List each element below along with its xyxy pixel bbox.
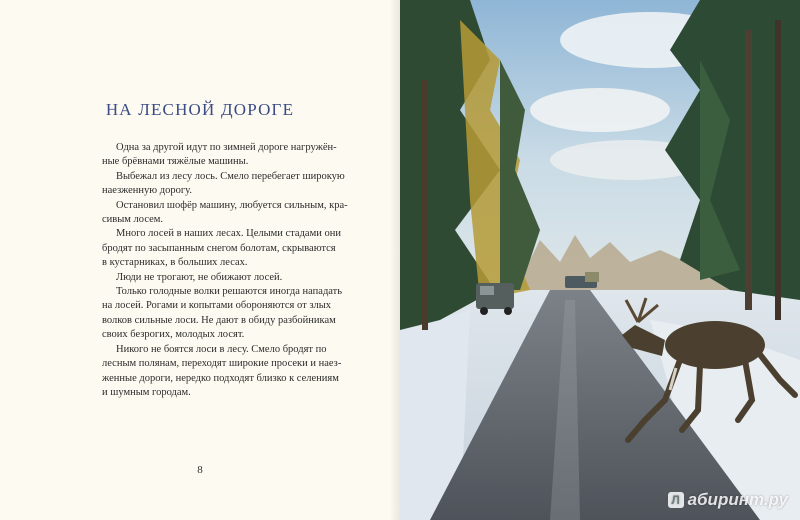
text-line: в кустарниках, в больших лесах. [102, 257, 248, 269]
text-line: Одна за другой идут по зимней дороге нагружён- [116, 142, 337, 153]
tree-trunk [745, 30, 752, 310]
chapter-title: НА ЛЕСНОЙ ДОРОГЕ [105, 100, 295, 119]
gutter-shadow [390, 0, 400, 520]
text-line: Выбежал из лесу лось. Смело перебегает широкую [116, 170, 345, 182]
labirint-logo-icon: Л [668, 492, 684, 508]
text-line: бродят по засыпанным снегом болотам, скрываются [102, 242, 336, 254]
text-line: Никого не боятся лоси в лесу. Смело бродят по [116, 343, 327, 355]
tree-trunk [775, 20, 781, 320]
watermark [668, 490, 788, 510]
text-line: сивым лосем. [102, 214, 164, 226]
forest-road-illustration [400, 0, 800, 520]
text-line: Остановил шофёр машину, любуется сильным, кра- [116, 199, 348, 211]
text-line: волков сильные лоси. Не дают в обиду разбойникам [102, 314, 336, 326]
text-line: своих безрогих, молодых лосят. [102, 329, 245, 341]
text-line: наезженную дорогу. [102, 185, 192, 197]
text-line: на лосей. Рогами и копытами обороняются от злых [102, 300, 332, 312]
illustration-page [400, 0, 800, 520]
text-line: Только голодные волки решаются иногда нападать [116, 286, 343, 298]
text-line: лесным полянам, переходят широкие просеки и наез- [102, 358, 342, 370]
page-number: 8 [197, 464, 203, 476]
text-line: Много лосей в наших лесах. Целыми стадами они [116, 228, 341, 240]
text-line: и шумным городам. [102, 386, 191, 398]
text-line: женные дороги, нередко подходят близко к селениям [102, 372, 339, 384]
tree-trunk [422, 80, 428, 330]
text-line: ные брёвнами тяжёлые машины. [102, 156, 249, 168]
watermark-text: абиринт.ру [687, 490, 788, 509]
cloud [530, 88, 670, 132]
body-text [102, 141, 364, 400]
text-line: Люди не трогают, не обижают лосей. [116, 271, 283, 283]
